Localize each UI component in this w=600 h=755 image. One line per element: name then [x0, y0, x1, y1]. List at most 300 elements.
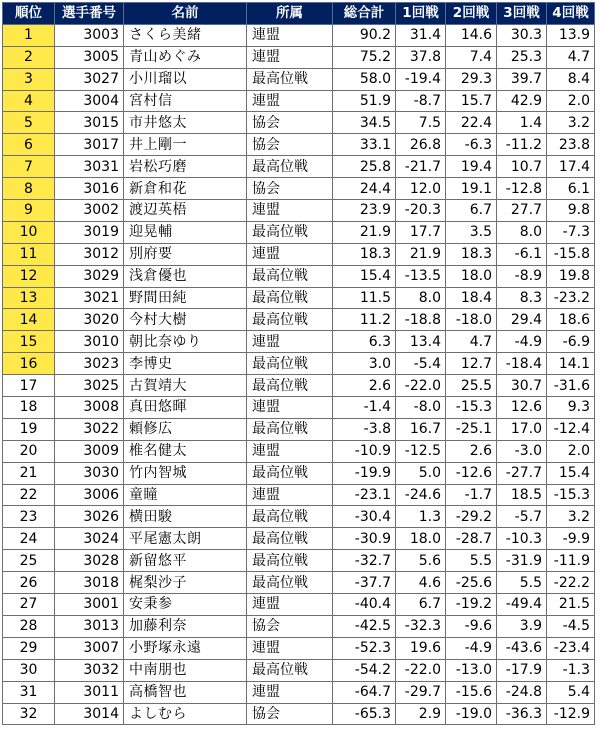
round-2-score-cell: 7.4: [446, 46, 497, 68]
round-3-score-cell: 30.7: [497, 375, 547, 397]
total-score-cell: -30.9: [333, 528, 396, 550]
total-score-cell: -19.9: [333, 462, 396, 484]
round-2-score-cell: -28.7: [446, 528, 497, 550]
round-1-score-cell: 19.6: [396, 637, 446, 659]
rank-cell: 26: [3, 572, 55, 594]
header-total: 総合計: [333, 3, 396, 25]
player-name-cell: 野間田純: [124, 287, 247, 309]
round-3-score-cell: 8.0: [497, 221, 547, 243]
header-rank: 順位: [3, 3, 55, 25]
round-1-score-cell: -32.3: [396, 615, 446, 637]
player-name-cell: 別府要: [124, 243, 247, 265]
table-header: [3, 3, 595, 25]
round-4-score-cell: -12.9: [547, 703, 595, 725]
round-3-score-cell: -10.3: [497, 528, 547, 550]
round-1-score-cell: 5.0: [396, 462, 446, 484]
round-1-score-cell: -22.0: [396, 375, 446, 397]
table-row: [3, 156, 595, 178]
player-number-cell: 3027: [55, 68, 124, 90]
rank-cell: 14: [3, 309, 55, 331]
round-3-score-cell: -31.9: [497, 550, 547, 572]
table-row: [3, 397, 595, 419]
table-row: [3, 221, 595, 243]
round-2-score-cell: 3.5: [446, 221, 497, 243]
rank-cell: 11: [3, 243, 55, 265]
player-number-cell: 3001: [55, 594, 124, 616]
rank-cell: 23: [3, 506, 55, 528]
player-name-cell: 古賀靖大: [124, 375, 247, 397]
round-4-score-cell: -12.4: [547, 418, 595, 440]
round-1-score-cell: 31.4: [396, 24, 446, 46]
player-name-cell: 新留悠平: [124, 550, 247, 572]
affiliation-cell: 連盟: [247, 637, 333, 659]
round-4-score-cell: 5.4: [547, 681, 595, 703]
player-name-cell: 李博史: [124, 353, 247, 375]
total-score-cell: -42.5: [333, 615, 396, 637]
round-1-score-cell: 37.8: [396, 46, 446, 68]
rank-cell: 20: [3, 440, 55, 462]
round-4-score-cell: 13.9: [547, 24, 595, 46]
total-score-cell: 23.9: [333, 200, 396, 222]
rank-cell: 29: [3, 637, 55, 659]
round-1-score-cell: -8.7: [396, 90, 446, 112]
round-1-score-cell: 4.6: [396, 572, 446, 594]
round-3-score-cell: 3.9: [497, 615, 547, 637]
round-3-score-cell: -36.3: [497, 703, 547, 725]
round-4-score-cell: 19.8: [547, 265, 595, 287]
round-2-score-cell: 19.4: [446, 156, 497, 178]
player-name-cell: 市井悠太: [124, 112, 247, 134]
affiliation-cell: 連盟: [247, 681, 333, 703]
round-4-score-cell: -11.9: [547, 550, 595, 572]
total-score-cell: -30.4: [333, 506, 396, 528]
table-row: [3, 462, 595, 484]
standings-sheet: [2, 2, 594, 725]
round-2-score-cell: 18.4: [446, 287, 497, 309]
affiliation-cell: 連盟: [247, 397, 333, 419]
player-number-cell: 3016: [55, 178, 124, 200]
rank-cell: 16: [3, 353, 55, 375]
rank-cell: 19: [3, 418, 55, 440]
round-2-score-cell: 15.7: [446, 90, 497, 112]
rank-cell: 1: [3, 24, 55, 46]
rank-cell: 32: [3, 703, 55, 725]
total-score-cell: 24.4: [333, 178, 396, 200]
round-4-score-cell: -9.9: [547, 528, 595, 550]
round-1-score-cell: -21.7: [396, 156, 446, 178]
round-2-score-cell: -4.9: [446, 637, 497, 659]
rank-cell: 4: [3, 90, 55, 112]
player-name-cell: 竹内智城: [124, 462, 247, 484]
total-score-cell: 2.6: [333, 375, 396, 397]
total-score-cell: -3.8: [333, 418, 396, 440]
player-name-cell: 椎名健太: [124, 440, 247, 462]
round-2-score-cell: -25.6: [446, 572, 497, 594]
round-3-score-cell: 27.7: [497, 200, 547, 222]
total-score-cell: 90.2: [333, 24, 396, 46]
round-3-score-cell: 18.5: [497, 484, 547, 506]
player-number-cell: 3010: [55, 331, 124, 353]
round-3-score-cell: -43.6: [497, 637, 547, 659]
total-score-cell: -54.2: [333, 659, 396, 681]
affiliation-cell: 連盟: [247, 90, 333, 112]
player-number-cell: 3007: [55, 637, 124, 659]
round-3-score-cell: -4.9: [497, 331, 547, 353]
round-4-score-cell: 6.1: [547, 178, 595, 200]
round-4-score-cell: 14.1: [547, 353, 595, 375]
affiliation-cell: 最高位戦: [247, 418, 333, 440]
affiliation-cell: 連盟: [247, 24, 333, 46]
table-row: [3, 528, 595, 550]
round-1-score-cell: -19.4: [396, 68, 446, 90]
rank-cell: 31: [3, 681, 55, 703]
total-score-cell: 21.9: [333, 221, 396, 243]
player-name-cell: 渡辺英梧: [124, 200, 247, 222]
affiliation-cell: 連盟: [247, 440, 333, 462]
round-1-score-cell: 18.0: [396, 528, 446, 550]
round-2-score-cell: 22.4: [446, 112, 497, 134]
round-3-score-cell: -6.1: [497, 243, 547, 265]
round-3-score-cell: -27.7: [497, 462, 547, 484]
rank-cell: 15: [3, 331, 55, 353]
player-number-cell: 3009: [55, 440, 124, 462]
affiliation-cell: 連盟: [247, 46, 333, 68]
affiliation-cell: 連盟: [247, 243, 333, 265]
table-row: [3, 112, 595, 134]
round-3-score-cell: -11.2: [497, 134, 547, 156]
total-score-cell: 58.0: [333, 68, 396, 90]
round-1-score-cell: 7.5: [396, 112, 446, 134]
round-4-score-cell: -1.3: [547, 659, 595, 681]
table-row: [3, 24, 595, 46]
header-player-number: 選手番号: [55, 3, 124, 25]
round-2-score-cell: 29.3: [446, 68, 497, 90]
total-score-cell: -10.9: [333, 440, 396, 462]
round-3-score-cell: -5.7: [497, 506, 547, 528]
standings-table: [2, 2, 595, 725]
player-name-cell: 小野塚永遠: [124, 637, 247, 659]
round-1-score-cell: -22.0: [396, 659, 446, 681]
player-number-cell: 3020: [55, 309, 124, 331]
total-score-cell: 11.5: [333, 287, 396, 309]
total-score-cell: -32.7: [333, 550, 396, 572]
total-score-cell: 34.5: [333, 112, 396, 134]
round-4-score-cell: -6.9: [547, 331, 595, 353]
header-name: 名前: [124, 3, 247, 25]
affiliation-cell: 最高位戦: [247, 309, 333, 331]
round-1-score-cell: 26.8: [396, 134, 446, 156]
table-row: [3, 440, 595, 462]
player-number-cell: 3031: [55, 156, 124, 178]
player-number-cell: 3018: [55, 572, 124, 594]
rank-cell: 5: [3, 112, 55, 134]
total-score-cell: 6.3: [333, 331, 396, 353]
player-number-cell: 3015: [55, 112, 124, 134]
header-affiliation: 所属: [247, 3, 333, 25]
round-1-score-cell: -18.8: [396, 309, 446, 331]
round-3-score-cell: -17.9: [497, 659, 547, 681]
player-name-cell: 今村大樹: [124, 309, 247, 331]
affiliation-cell: 協会: [247, 134, 333, 156]
round-3-score-cell: -24.8: [497, 681, 547, 703]
rank-cell: 9: [3, 200, 55, 222]
total-score-cell: -37.7: [333, 572, 396, 594]
player-name-cell: 宮村信: [124, 90, 247, 112]
total-score-cell: -23.1: [333, 484, 396, 506]
affiliation-cell: 協会: [247, 178, 333, 200]
round-2-score-cell: 18.3: [446, 243, 497, 265]
affiliation-cell: 最高位戦: [247, 287, 333, 309]
round-3-score-cell: -12.8: [497, 178, 547, 200]
total-score-cell: 33.1: [333, 134, 396, 156]
total-score-cell: -52.3: [333, 637, 396, 659]
round-2-score-cell: -19.0: [446, 703, 497, 725]
round-3-score-cell: 12.6: [497, 397, 547, 419]
player-name-cell: 青山めぐみ: [124, 46, 247, 68]
table-row: [3, 200, 595, 222]
player-name-cell: よしむら: [124, 703, 247, 725]
round-3-score-cell: 1.4: [497, 112, 547, 134]
table-row: [3, 265, 595, 287]
table-row: [3, 331, 595, 353]
round-2-score-cell: 12.7: [446, 353, 497, 375]
affiliation-cell: 最高位戦: [247, 265, 333, 287]
header-round-1: 1回戦: [396, 3, 446, 25]
round-2-score-cell: 19.1: [446, 178, 497, 200]
round-1-score-cell: 1.3: [396, 506, 446, 528]
round-2-score-cell: 5.5: [446, 550, 497, 572]
round-2-score-cell: -15.6: [446, 681, 497, 703]
affiliation-cell: 連盟: [247, 200, 333, 222]
round-4-score-cell: -15.3: [547, 484, 595, 506]
total-score-cell: -40.4: [333, 594, 396, 616]
affiliation-cell: 連盟: [247, 331, 333, 353]
affiliation-cell: 連盟: [247, 594, 333, 616]
rank-cell: 25: [3, 550, 55, 572]
round-4-score-cell: 21.5: [547, 594, 595, 616]
player-number-cell: 3005: [55, 46, 124, 68]
player-number-cell: 3025: [55, 375, 124, 397]
player-number-cell: 3019: [55, 221, 124, 243]
player-number-cell: 3017: [55, 134, 124, 156]
total-score-cell: -1.4: [333, 397, 396, 419]
round-2-score-cell: -9.6: [446, 615, 497, 637]
rank-cell: 18: [3, 397, 55, 419]
player-number-cell: 3003: [55, 24, 124, 46]
round-2-score-cell: 14.6: [446, 24, 497, 46]
header-round-4: 4回戦: [547, 3, 595, 25]
round-3-score-cell: 17.0: [497, 418, 547, 440]
total-score-cell: 51.9: [333, 90, 396, 112]
round-4-score-cell: 2.0: [547, 90, 595, 112]
player-name-cell: 真田悠暉: [124, 397, 247, 419]
player-number-cell: 3011: [55, 681, 124, 703]
round-1-score-cell: 2.9: [396, 703, 446, 725]
round-1-score-cell: -24.6: [396, 484, 446, 506]
round-1-score-cell: 6.7: [396, 594, 446, 616]
round-1-score-cell: 12.0: [396, 178, 446, 200]
rank-cell: 21: [3, 462, 55, 484]
rank-cell: 24: [3, 528, 55, 550]
round-1-score-cell: -8.0: [396, 397, 446, 419]
round-4-score-cell: 8.4: [547, 68, 595, 90]
round-2-score-cell: 6.7: [446, 200, 497, 222]
table-row: [3, 615, 595, 637]
round-2-score-cell: 25.5: [446, 375, 497, 397]
round-2-score-cell: 4.7: [446, 331, 497, 353]
round-3-score-cell: -49.4: [497, 594, 547, 616]
round-2-score-cell: 2.6: [446, 440, 497, 462]
round-1-score-cell: -12.5: [396, 440, 446, 462]
rank-cell: 28: [3, 615, 55, 637]
round-3-score-cell: 8.3: [497, 287, 547, 309]
affiliation-cell: 最高位戦: [247, 506, 333, 528]
round-4-score-cell: 23.8: [547, 134, 595, 156]
round-1-score-cell: 5.6: [396, 550, 446, 572]
player-name-cell: 頼修広: [124, 418, 247, 440]
affiliation-cell: 最高位戦: [247, 68, 333, 90]
table-row: [3, 287, 595, 309]
header-round-2: 2回戦: [446, 3, 497, 25]
affiliation-cell: 最高位戦: [247, 353, 333, 375]
round-4-score-cell: 9.8: [547, 200, 595, 222]
table-row: [3, 418, 595, 440]
player-number-cell: 3022: [55, 418, 124, 440]
player-name-cell: 加藤利奈: [124, 615, 247, 637]
affiliation-cell: 最高位戦: [247, 659, 333, 681]
round-4-score-cell: 18.6: [547, 309, 595, 331]
affiliation-cell: 最高位戦: [247, 221, 333, 243]
player-name-cell: 平尾憲太朗: [124, 528, 247, 550]
round-4-score-cell: -15.8: [547, 243, 595, 265]
player-name-cell: 新倉和花: [124, 178, 247, 200]
round-1-score-cell: 21.9: [396, 243, 446, 265]
round-3-score-cell: 25.3: [497, 46, 547, 68]
table-row: [3, 506, 595, 528]
player-number-cell: 3006: [55, 484, 124, 506]
table-row: [3, 134, 595, 156]
round-1-score-cell: 16.7: [396, 418, 446, 440]
total-score-cell: 11.2: [333, 309, 396, 331]
round-4-score-cell: 3.2: [547, 112, 595, 134]
player-name-cell: 横田駿: [124, 506, 247, 528]
player-number-cell: 3013: [55, 615, 124, 637]
round-3-score-cell: 42.9: [497, 90, 547, 112]
player-name-cell: 岩松巧磨: [124, 156, 247, 178]
rank-cell: 13: [3, 287, 55, 309]
total-score-cell: 15.4: [333, 265, 396, 287]
table-row: [3, 353, 595, 375]
round-2-score-cell: -15.3: [446, 397, 497, 419]
affiliation-cell: 最高位戦: [247, 572, 333, 594]
rank-cell: 10: [3, 221, 55, 243]
rank-cell: 30: [3, 659, 55, 681]
table-row: [3, 484, 595, 506]
player-name-cell: 小川瑠以: [124, 68, 247, 90]
player-number-cell: 3008: [55, 397, 124, 419]
round-4-score-cell: -23.2: [547, 287, 595, 309]
affiliation-cell: 最高位戦: [247, 156, 333, 178]
table-row: [3, 550, 595, 572]
player-name-cell: 朝比奈ゆり: [124, 331, 247, 353]
affiliation-cell: 最高位戦: [247, 528, 333, 550]
total-score-cell: 25.8: [333, 156, 396, 178]
round-1-score-cell: -29.7: [396, 681, 446, 703]
player-name-cell: 浅倉優也: [124, 265, 247, 287]
total-score-cell: -64.7: [333, 681, 396, 703]
round-2-score-cell: -25.1: [446, 418, 497, 440]
rank-cell: 6: [3, 134, 55, 156]
player-number-cell: 3004: [55, 90, 124, 112]
round-1-score-cell: -13.5: [396, 265, 446, 287]
round-2-score-cell: -18.0: [446, 309, 497, 331]
round-4-score-cell: 4.7: [547, 46, 595, 68]
player-number-cell: 3012: [55, 243, 124, 265]
player-name-cell: 井上剛一: [124, 134, 247, 156]
affiliation-cell: 最高位戦: [247, 375, 333, 397]
player-name-cell: 安秉参: [124, 594, 247, 616]
table-row: [3, 243, 595, 265]
round-3-score-cell: -18.4: [497, 353, 547, 375]
round-4-score-cell: 9.3: [547, 397, 595, 419]
table-row: [3, 659, 595, 681]
player-number-cell: 3002: [55, 200, 124, 222]
round-1-score-cell: -5.4: [396, 353, 446, 375]
player-number-cell: 3032: [55, 659, 124, 681]
round-2-score-cell: -12.6: [446, 462, 497, 484]
table-row: [3, 375, 595, 397]
total-score-cell: -65.3: [333, 703, 396, 725]
round-4-score-cell: -31.6: [547, 375, 595, 397]
affiliation-cell: 協会: [247, 703, 333, 725]
round-4-score-cell: 2.0: [547, 440, 595, 462]
table-row: [3, 572, 595, 594]
player-name-cell: 童瞳: [124, 484, 247, 506]
table-row: [3, 594, 595, 616]
total-score-cell: 3.0: [333, 353, 396, 375]
player-name-cell: 迎晃輔: [124, 221, 247, 243]
round-4-score-cell: -22.2: [547, 572, 595, 594]
player-name-cell: 梶梨沙子: [124, 572, 247, 594]
player-name-cell: さくら美緒: [124, 24, 247, 46]
table-row: [3, 46, 595, 68]
player-number-cell: 3023: [55, 353, 124, 375]
table-row: [3, 90, 595, 112]
player-name-cell: 中南朋也: [124, 659, 247, 681]
round-4-score-cell: -23.4: [547, 637, 595, 659]
player-number-cell: 3029: [55, 265, 124, 287]
round-2-score-cell: 18.0: [446, 265, 497, 287]
rank-cell: 12: [3, 265, 55, 287]
table-row: [3, 178, 595, 200]
affiliation-cell: 最高位戦: [247, 550, 333, 572]
table-row: [3, 309, 595, 331]
table-row: [3, 681, 595, 703]
round-2-score-cell: -19.2: [446, 594, 497, 616]
total-score-cell: 75.2: [333, 46, 396, 68]
round-2-score-cell: -6.3: [446, 134, 497, 156]
round-1-score-cell: -20.3: [396, 200, 446, 222]
player-number-cell: 3030: [55, 462, 124, 484]
table-row: [3, 637, 595, 659]
round-4-score-cell: 15.4: [547, 462, 595, 484]
affiliation-cell: 連盟: [247, 484, 333, 506]
round-3-score-cell: -8.9: [497, 265, 547, 287]
rank-cell: 8: [3, 178, 55, 200]
round-4-score-cell: -7.3: [547, 221, 595, 243]
rank-cell: 17: [3, 375, 55, 397]
affiliation-cell: 協会: [247, 112, 333, 134]
